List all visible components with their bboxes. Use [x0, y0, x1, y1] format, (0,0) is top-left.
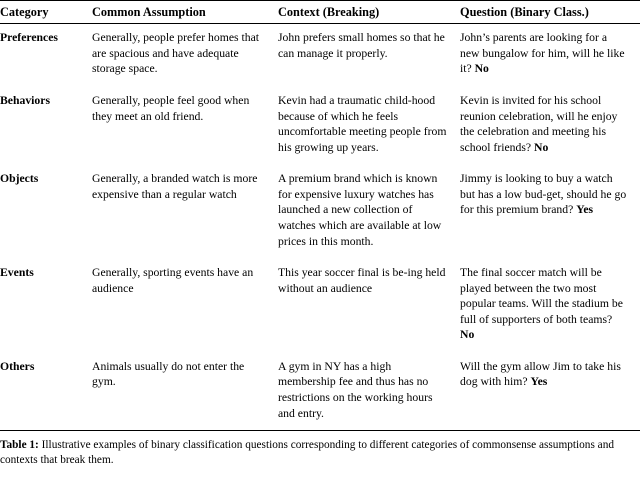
column-header-question-binary-class: Question (Binary Class.) [460, 1, 640, 24]
cell-category: Behaviors [0, 94, 50, 108]
table-row [0, 351, 640, 431]
answer-label: No [534, 140, 549, 154]
cell-question [460, 351, 640, 431]
cell-question [460, 257, 640, 351]
question-text: John’s parents are looking for a new bungalow for him, will he like it? [460, 31, 625, 76]
cell-context: A premium brand which is known for expensive luxury watches has launched a new collection of watches which are available at low prices in this month. [278, 172, 442, 248]
table-header-row [0, 1, 640, 24]
table-body [0, 24, 640, 431]
question-text: The final soccer match will be played between the two most popular teams. Will the stadium be full of supporters of both teams? [460, 266, 623, 326]
cell-category: Events [0, 266, 34, 280]
cell-assumption: Animals usually do not enter the gym. [92, 351, 278, 431]
cell-assumption: Generally, people prefer homes that are spacious and have adequate storage space. [92, 31, 260, 76]
table-header [0, 1, 640, 24]
caption-text: Illustrative examples of binary classification questions corresponding to different categories of commonsense assumptions and contexts that break them. [0, 439, 614, 466]
cell-question [460, 24, 640, 85]
table-row [0, 24, 640, 85]
cell-assumption: Generally, sporting events have an audience [92, 266, 254, 295]
table-row [0, 163, 640, 257]
cell-context: A gym in NY has a high membership fee and thus has no restrictions on the working hours and entry. [278, 351, 460, 431]
table-row [0, 257, 640, 351]
cell-context: This year soccer final is be-ing held without an audience [278, 266, 446, 295]
table-row [0, 85, 640, 163]
answer-label: Yes [530, 375, 548, 389]
question-text: Kevin is invited for his school reunion celebration, will he enjoy the celebration and meeting his school friends? [460, 94, 618, 154]
cell-category: Others [0, 351, 92, 431]
answer-label: No [460, 328, 475, 342]
cell-assumption: Generally, a branded watch is more expensive than a regular watch [92, 172, 258, 201]
column-header-common-assumption: Common Assumption [92, 1, 278, 24]
answer-label: No [474, 62, 489, 76]
question-text: Jimmy is looking to buy a watch but has a low bud-get, should he go for this premium brand? [460, 172, 627, 217]
cell-context: John prefers small homes so that he can manage it properly. [278, 31, 445, 60]
column-header-category: Category [0, 1, 92, 24]
cell-question [460, 163, 640, 257]
cell-category: Objects [0, 172, 39, 186]
answer-label: Yes [576, 203, 594, 217]
cell-question [460, 85, 640, 163]
cell-assumption: Generally, people feel good when they meet an old friend. [92, 94, 250, 123]
caption-label: Table 1: [0, 439, 39, 452]
question-text: Will the gym allow Jim to take his dog with him? [460, 359, 621, 389]
cell-category: Preferences [0, 31, 58, 45]
table-caption [0, 431, 640, 467]
column-header-context-breaking: Context (Breaking) [278, 1, 460, 24]
cell-context: Kevin had a traumatic child-hood because of which he feels uncomfortable meeting people from his growing up years. [278, 94, 447, 154]
